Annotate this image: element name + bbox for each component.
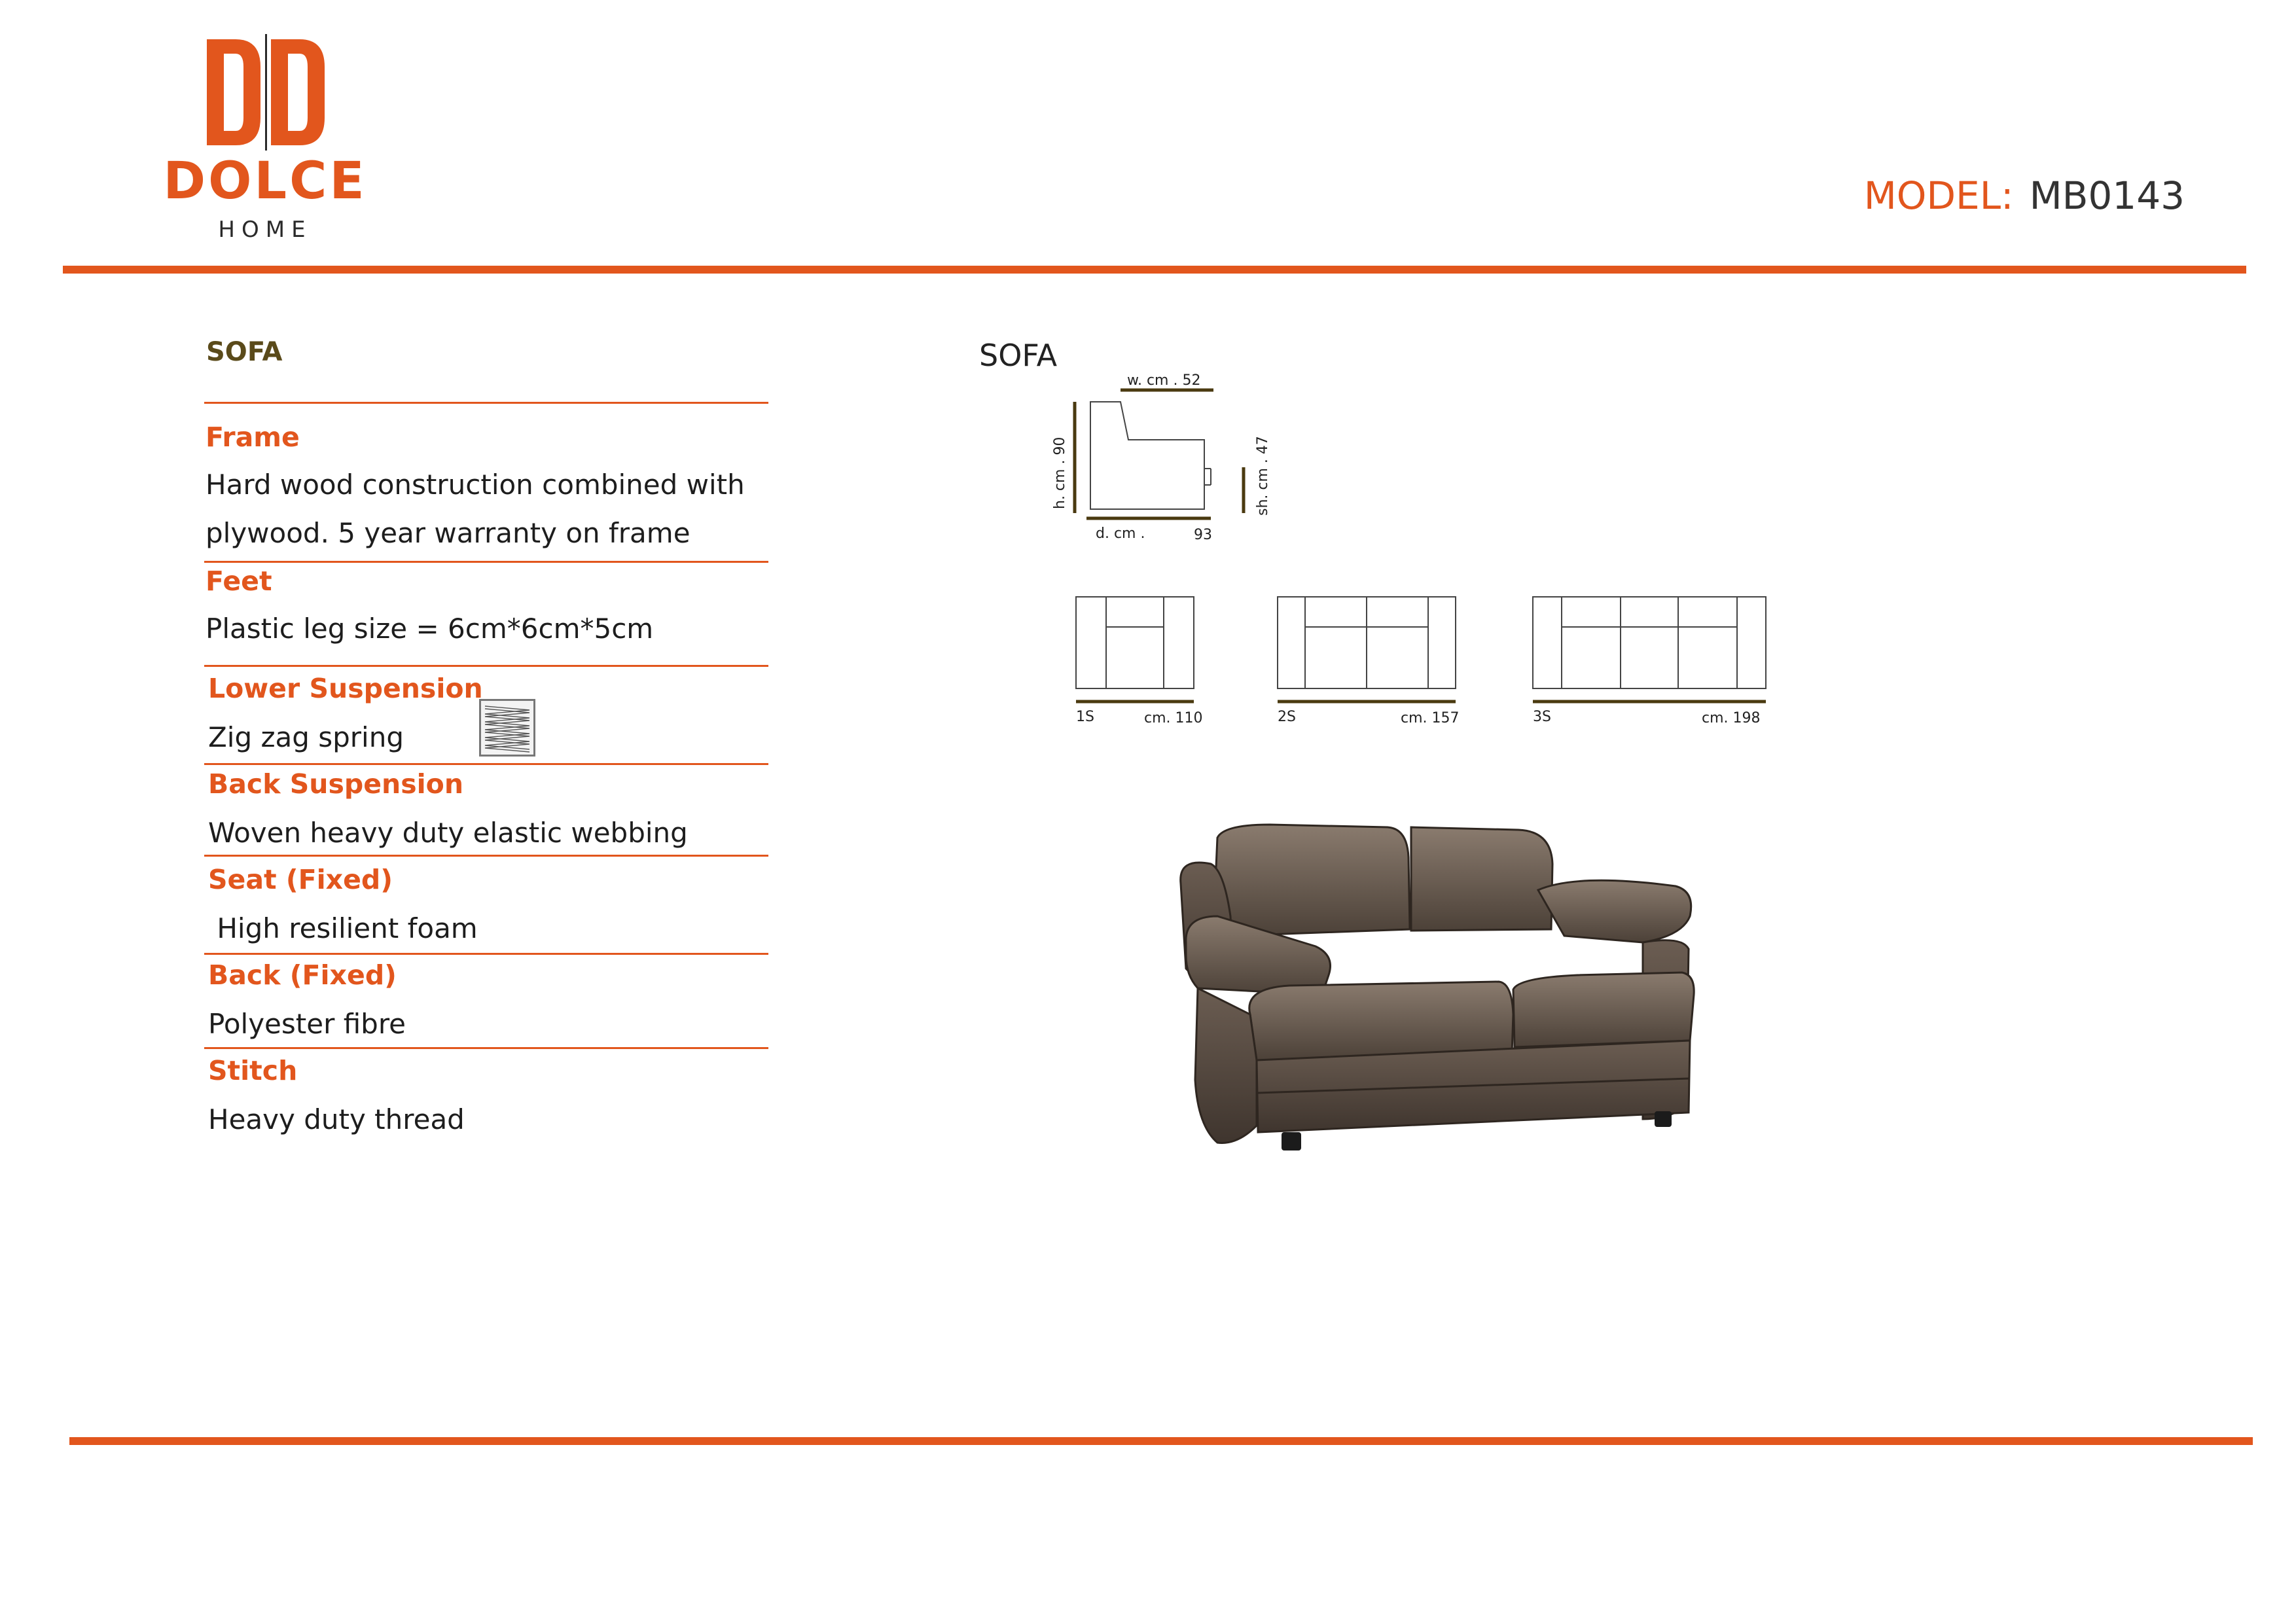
variant-3s-length: cm. 198 (1702, 710, 1761, 726)
footer-divider (69, 1437, 2253, 1445)
side-profile-diagram (1041, 364, 1276, 547)
spec-heading-frame: Frame (206, 421, 300, 453)
variant-2s-outline (1278, 597, 1456, 688)
variant-3s-outline (1533, 597, 1766, 688)
spec-text-back: Polyester fibre (208, 1008, 406, 1040)
size-variants-diagram (1067, 589, 1780, 733)
model-label: MODEL: (1863, 173, 2014, 218)
variant-1s-outline (1076, 597, 1194, 688)
leather-sofa-image (1172, 818, 1715, 1211)
spec-title: SOFA (206, 337, 283, 367)
spec-heading-stitch: Stitch (208, 1055, 298, 1086)
spec-text-stitch: Heavy duty thread (208, 1103, 465, 1135)
variant-1s-length: cm. 110 (1144, 710, 1203, 726)
spec-divider (204, 855, 768, 857)
spec-heading-seat: Seat (Fixed) (208, 864, 393, 895)
width-label: w. cm . 52 (1127, 372, 1201, 389)
spec-text-seat: High resilient foam (208, 912, 478, 944)
spec-heading-back: Back (Fixed) (208, 959, 397, 991)
spec-text-frame-1: Hard wood construction combined with (206, 469, 745, 501)
variant-1s-code: 1S (1076, 709, 1094, 725)
model-number (1863, 173, 2185, 218)
zigzag-spring-icon (479, 699, 535, 757)
brand-logo-mark (202, 34, 330, 151)
variant-2s-length: cm. 157 (1401, 710, 1460, 726)
spec-heading-back-suspension: Back Suspension (208, 768, 464, 800)
seat-height-label: sh. cm . 47 (1255, 436, 1271, 516)
depth-label: d. cm . (1096, 526, 1145, 542)
spec-divider (204, 1047, 768, 1049)
spec-text-lower-suspension: Zig zag spring (208, 721, 404, 753)
model-value: MB0143 (2029, 173, 2185, 218)
spec-heading-feet: Feet (206, 565, 272, 597)
variant-3s-code: 3S (1533, 709, 1551, 725)
variant-2s-code: 2S (1278, 709, 1296, 725)
spec-text-back-suspension: Woven heavy duty elastic webbing (208, 817, 688, 849)
brand-name: DOLCE (163, 152, 367, 211)
spec-divider (204, 763, 768, 765)
depth-value: 93 (1194, 527, 1212, 543)
header-divider (63, 266, 2246, 274)
diagram-heading: SOFA (979, 338, 1058, 373)
spec-text-feet: Plastic leg size = 6cm*6cm*5cm (206, 613, 654, 645)
spec-divider (204, 665, 768, 667)
spec-divider (204, 561, 768, 563)
spec-divider (204, 402, 768, 404)
brand-subtitle: HOME (218, 217, 312, 243)
height-label: h. cm . 90 (1052, 437, 1068, 509)
spec-heading-lower-suspension: Lower Suspension (208, 673, 483, 704)
spec-divider (204, 953, 768, 955)
spec-text-frame-2: plywood. 5 year warranty on frame (206, 517, 691, 549)
